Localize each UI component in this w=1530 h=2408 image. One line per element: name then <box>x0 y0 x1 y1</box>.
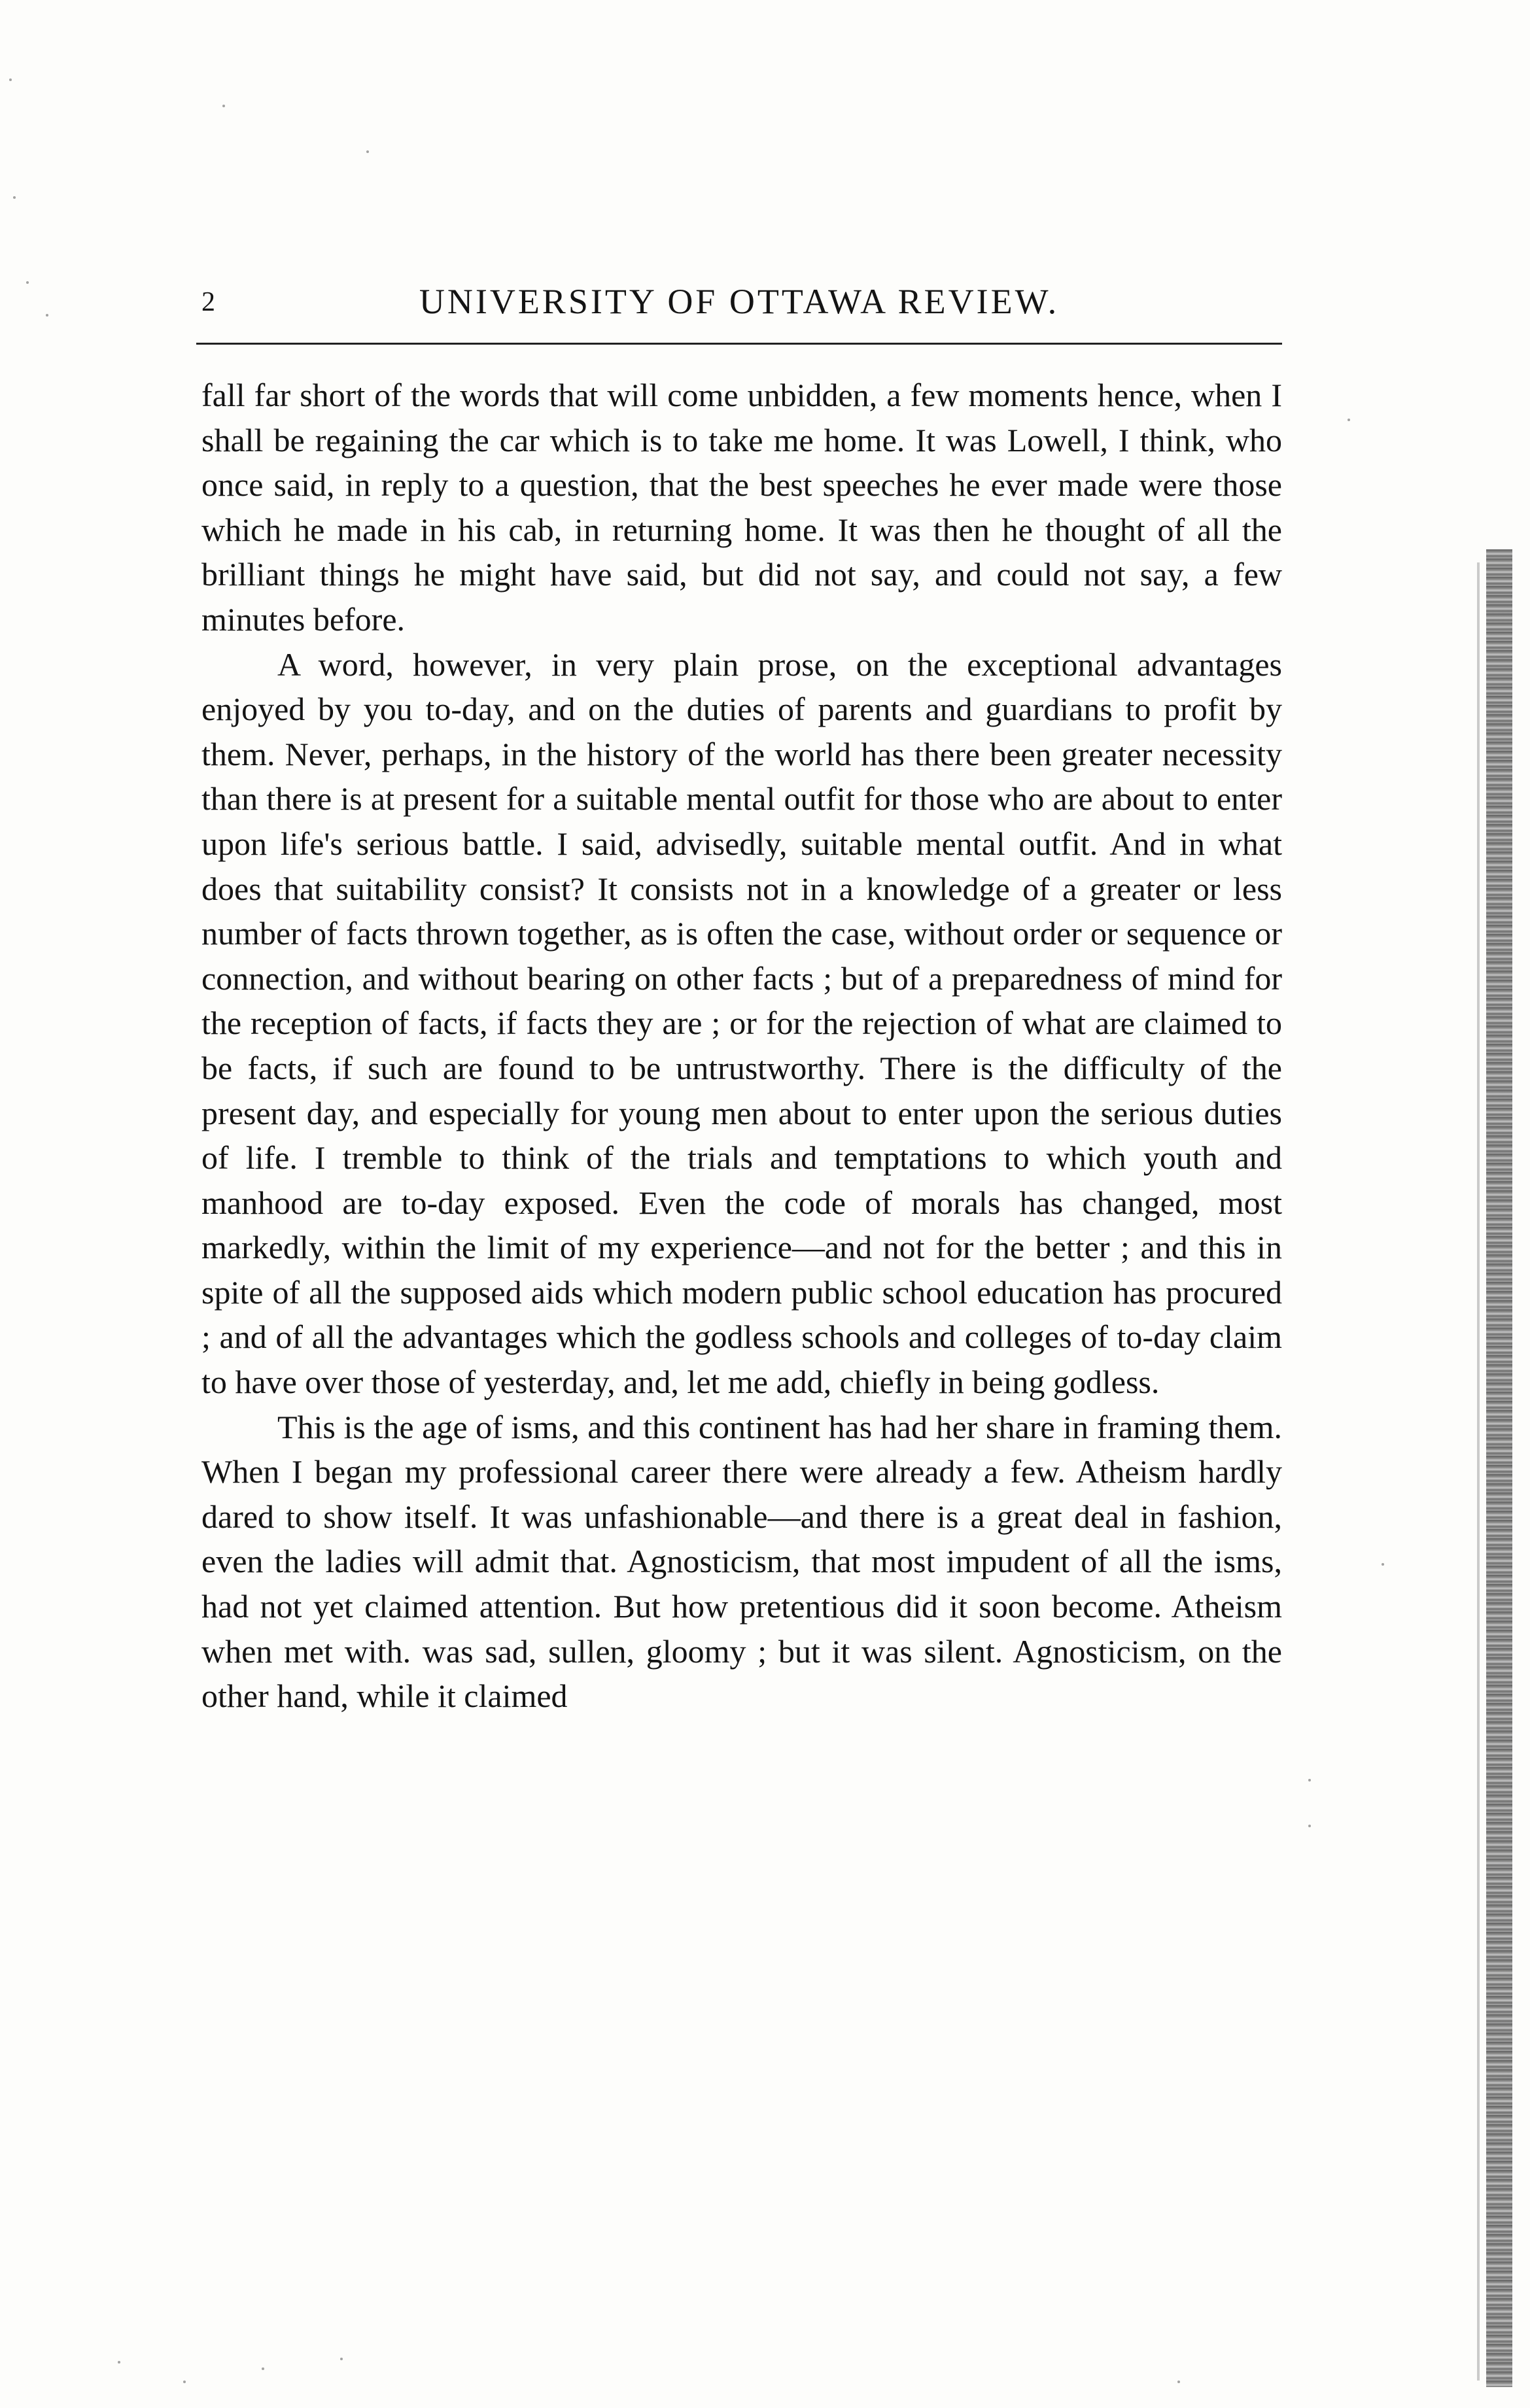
page-edge-line <box>1477 562 1480 2381</box>
page-number: 2 <box>201 287 215 317</box>
paragraph-1: fall far short of the words that will come unbidden, a few moments hence, when I shall be regaining the car which is to take me home. It was Lowell, I think, who once said, in reply to a question, that the best speeches he ever made were those which he made in his cab, in returning home. It was then he thought of all the brilliant things he might have said, but did not say, and could not say, a few minutes before. <box>201 377 1282 638</box>
scan-speck <box>13 196 16 199</box>
scan-speck <box>1382 1563 1384 1566</box>
scan-speck <box>262 2367 264 2370</box>
paragraph-3: This is the age of isms, and this continent has had her share in framing them. When I began my professional career there were already a few. Atheism hardly dared to show itself. It was unfashionable—and there is a great deal in fashion, even the ladies will admit that. Agnosticism, that most impudent of all the isms, had not yet claimed attention. But how pretentious did it soon become. Atheism when met with. was sad, sullen, gloomy ; but it was silent. Agnosticism, on the other hand, while it claimed <box>201 1408 1282 1715</box>
scan-speck <box>46 314 48 317</box>
scan-speck <box>222 105 225 107</box>
scan-speck <box>1347 419 1350 421</box>
scan-speck <box>183 2381 186 2383</box>
binding-edge-texture <box>1486 549 1512 2387</box>
scan-speck <box>1308 1825 1311 1827</box>
body-text <box>201 373 1282 1719</box>
scan-speck <box>1308 1779 1311 1781</box>
running-head: UNIVERSITY OF OTTAWA REVIEW. <box>419 282 1060 321</box>
paragraph-2: A word, however, in very plain prose, on the exceptional advantages enjoyed by you to-day, and on the duties of parents and guardians to profit by them. Never, perhaps, in the history of the world has there been greater necessity than there is at present for a suitable mental outfit for those who are about to enter upon life's serious battle. I said, advisedly, suitable mental outfit. And in what does that suitability consist? It consists not in a knowledge of a greater or less number of facts thrown together, as is often the case, without order or sequence or connection, and without bearing on other facts ; but of a preparedness of mind for the reception of facts, if facts they are ; or for the rejection of what are claimed to be facts, if such are found to be untrustworthy. There is the difficulty of the present day, and especially for young men about to enter upon the serious duties of life. I tremble to think of the trials and temptations to which youth and manhood are to-day exposed. Even the code of morals has changed, most markedly, within the limit of my experience—and not for the better ; and this in spite of all the supposed aids which modern public school education has procured ; and of all the advantages which the godless schools and colleges of to-day claim to have over those of yesterday, and, let me add, chiefly in being godless. <box>201 645 1282 1401</box>
scan-speck <box>1177 2381 1180 2383</box>
scan-speck <box>9 78 12 81</box>
header-rule <box>196 343 1282 345</box>
scan-speck <box>340 2358 343 2360</box>
page-header <box>196 281 1282 327</box>
scan-speck <box>118 2361 120 2364</box>
scan-speck <box>366 150 369 153</box>
scan-speck <box>26 281 29 284</box>
